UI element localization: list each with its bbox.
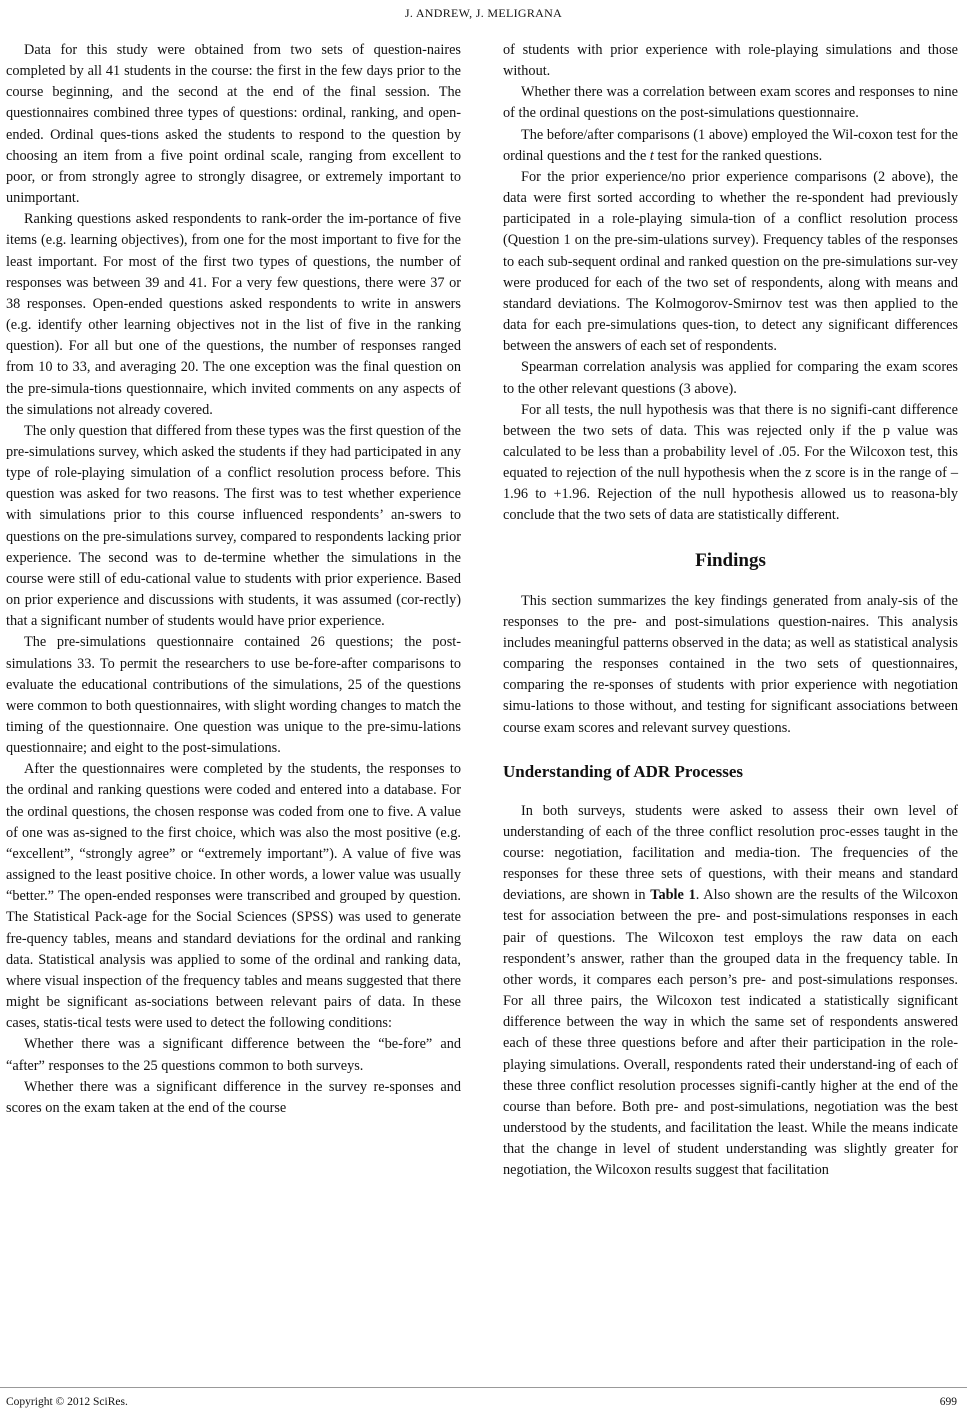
- text-run: In both surveys, students were asked to assess their own level of understanding of each of the three conflict resolution proc-esses taught in the course: negotiation, facilitation and media-tion. The frequencies of the responses for these three sets of questions, with their means and standard deviations, are shown in: [503, 802, 958, 904]
- page-number: 699: [939, 1396, 957, 1408]
- paragraph: For the prior experience/no prior experience comparisons (2 above), the data were first sorted according to whether the re-spondent had previously participated in a role-playing simula-tion of a conflict resolution process (Question 1 on the pre-sim-ulations survey). Frequency tables of the responses to each sub-sequent ordinal and ranked question on the pre-simulations sur-vey were produced for each of the two set of respondents, along with means and standard deviations. The Kolmogorov-Smirnov test was then applied to the data for each pre-simulations ques-tion, to detect any significant differences between the answers of each set of respondents.: [503, 168, 958, 355]
- subsection-title-adr: Understanding of ADR Processes: [503, 761, 744, 781]
- right-column: [503, 40, 958, 1182]
- paragraph: [503, 801, 958, 1182]
- paragraph: Whether there was a significant difference between the “be-fore” and “after” responses to the 25 questions common to both surveys.: [6, 1036, 461, 1074]
- paragraph: of students with prior experience with role-playing simulations and those without.: [503, 42, 958, 80]
- text-run: test for the ranked questions.: [653, 147, 823, 164]
- copyright: Copyright © 2012 SciRes.: [6, 1396, 128, 1408]
- paragraph: Whether there was a significant difference in the survey re-sponses and scores on the exam taken at the end of the course: [6, 1078, 461, 1116]
- section-title-findings: Findings: [695, 549, 766, 571]
- paragraph: Whether there was a correlation between exam scores and responses to nine of the ordinal questions on the post-simulations questionnaire.: [503, 84, 958, 122]
- paragraph: Ranking questions asked respondents to rank-order the im-portance of five items (e.g. learning objectives), from one for the most important to five for the least important. For most of the first two types of questions, the number of responses was between 39 and 41. For a very few questions, there were 37 or 38 responses. Open-ended questions asked respondents to write in answers (e.g. identify other learning objectives not in the list of five in the ranking question). For all but one of the questions, the number of responses ranged from 10 to 33, and averaging 20. The one exception was the final question on the pre-simula-tions questionnaire, which invited comments on any aspects of the simulations not already covered.: [6, 211, 461, 418]
- paragraph: Data for this study were obtained from two sets of question-naires completed by all 41 students in the course: the first in the few days prior to the course beginning, and the second at the end of the final session. The questionnaires combined three types of questions: ordinal, ranking, and open-ended. Ordinal ques-tions asked the students to respond to the question by choosing an item from a five point ordinal scale, ranging from excellent to poor, or from strongly agree to strongly disagree, or extremely important to unimportant.: [6, 42, 461, 207]
- footer-rule: [0, 1387, 967, 1388]
- text-run: . Also shown are the results of the Wilcoxon test for association between the pre- and post-simulations responses in each pair of questions. The Wilcoxon test employs the raw data on each respondent’s answer, rather than the grouped data in the frequency table. In other words, it compares each person’s pre- and post-simulations responses. For all three pairs, the Wilcoxon test indicated a statistically significant difference between the way in which the same set of respondents answered each of these three questions before and after their participation in the role-playing simulations. Overall, respondents rated their understand-ing of each of these three conflict resolution processes signifi-cantly higher at the end of the course than before. Both pre- and post-simulations, negotiation was the best understood by the students, and facilitation the least. While the means indicate that the change in level of student understanding was slightly greater for negotiation, the Wilcoxon results suggest that facilitation: [503, 887, 959, 1179]
- paragraph: This section summarizes the key findings generated from analy-sis of the responses to the pre- and post-simulations question-naires. This analysis includes meaningful patterns observed in the data; as well as statistical analysis comparing the responses contained in the two sets of questionnaires, comparing the re-sponses of students with prior experience with negotiation simu-lations to those without, and testing for significant associations between course exam scores and relevant survey questions.: [503, 592, 958, 736]
- paragraph: Spearman correlation analysis was applied for comparing the exam scores to the other relevant questions (3 above).: [503, 359, 958, 397]
- running-head: J. ANDREW, J. MELIGRANA: [404, 6, 563, 20]
- left-column: [6, 40, 461, 1119]
- text-run: The before/after comparisons (1 above) employed the Wil-coxon test for the ordinal questions and the: [503, 126, 958, 164]
- paragraph: After the questionnaires were completed by the students, the responses to the ordinal and ranking questions were coded and entered into a database. For the ordinal questions, the chosen response was coded from one to five. A value of one was as-signed to the first choice, which was also the most positive (e.g. “excellent”, “strongly agree” or “extremely important”). A value of five was assigned to the least positive choice. In other words, a lower value was usually “better.” The open-ended responses were transcribed and grouped by question. The Statistical Pack-age for the Social Sciences (SPSS) was used to generate fre-quency tables, means and standard deviations for the ordinal and ranking data. Statistical analysis was applied to some of the ordinal and ranking data, where visual inspection of the frequency tables and means suggested that there might be significant as-sociations between relevant pairs of data. In these cases, statis-tical tests were used to detect the following conditions:: [6, 761, 461, 1032]
- paragraph: The only question that differed from these types was the first question of the pre-simulations survey, which asked the students if they had participated in any type of role-playing simulation of a conflict resolution process before. This question was asked for two reasons. The first was to test whether experience with simulations prior to this course influenced respondents’ an-swers to questions on the pre-simulations survey, compared to respondents lacking prior experience. The second was to de-termine whether the simulations in the course were still of edu-cational value to students with prior experience. Based on prior experience and discussions with students, it was assumed (cor-rectly) that a significant number of students would have prior experience.: [6, 422, 461, 630]
- paragraph: [503, 125, 958, 167]
- italic-t: t: [649, 147, 654, 164]
- table-reference: Table 1: [650, 887, 696, 904]
- paragraph: For all tests, the null hypothesis was that there is no signifi-cant difference between the two sets of data. This was rejected only if the p value was calculated to be less than a probability level of .05. For the Wilcoxon test, this equated to rejection of the null hypothesis when the z score is in the range of –1.96 to +1.96. Rejection of the null hypothesis allowed us to reasona-bly conclude that the two sets of data are statistically different.: [503, 401, 958, 524]
- paragraph: The pre-simulations questionnaire contained 26 questions; the post-simulations 33. To permit the researchers to use be-fore-after comparisons to evaluate the educational contributions of the simulations, 25 of the questions were common to both questionnaires, with slight wording changes to match the timing of the questionnaire. One question was unique to the pre-simu-lations questionnaire; and eight to the post-simulations.: [6, 634, 461, 757]
